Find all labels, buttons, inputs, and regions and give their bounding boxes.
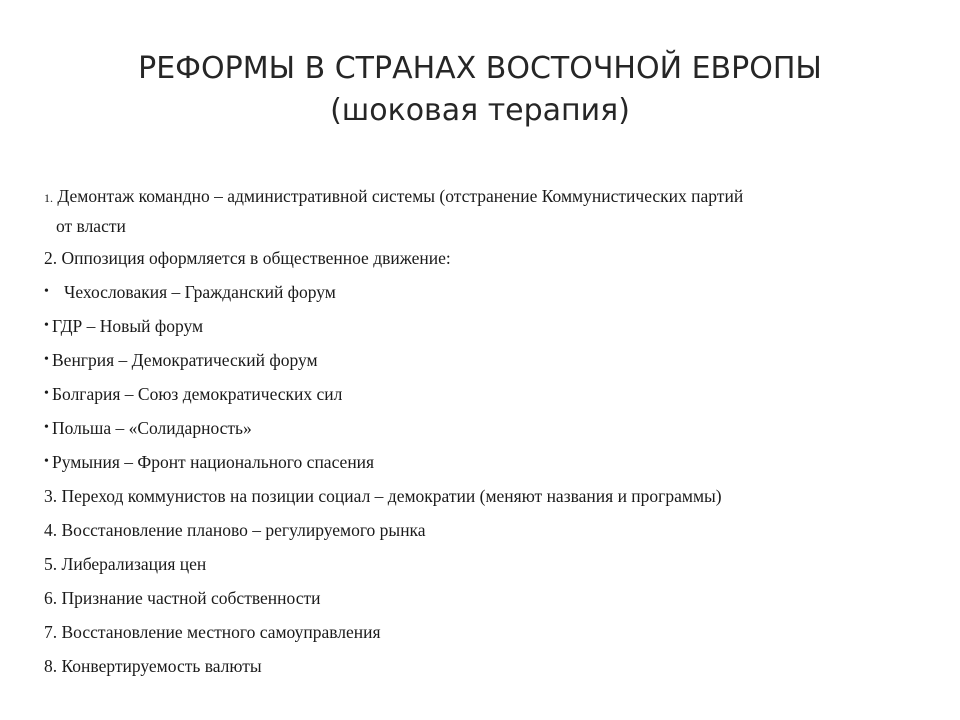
bullet-item-text: ГДР – Новый форум xyxy=(52,316,204,336)
list-item-4: 4. Восстановление планово – регулируемого рынка xyxy=(44,520,426,540)
list-item-8: 8. Конвертируемость валюты xyxy=(44,656,262,676)
list-item-5: 5. Либерализация цен xyxy=(44,554,207,574)
bullet-item-text: Болгария – Союз демократических сил xyxy=(52,384,343,404)
bullet-item-poland xyxy=(44,418,252,439)
item-1-text: Демонтаж командно – административной системы (отстранение Коммунистических партий xyxy=(57,186,744,206)
bullet-item-text: Венгрия – Демократический форум xyxy=(52,350,318,370)
bullet-item-text: Чехословакия – Гражданский форум xyxy=(64,282,336,302)
item-1-number: 1. xyxy=(44,191,53,205)
bullet-item-romania xyxy=(44,452,374,473)
bullet-item-czechoslovakia xyxy=(44,282,336,303)
title-line-2: (шоковая терапия) xyxy=(330,93,630,128)
item-1-continuation: от власти xyxy=(56,216,126,236)
bullet-item-text: Польша – «Солидарность» xyxy=(52,418,252,438)
bullet-item-text: Румыния – Фронт национального спасения xyxy=(52,452,375,472)
bullet-icon: • xyxy=(44,284,49,299)
bullet-icon: • xyxy=(44,318,49,333)
slide-title xyxy=(0,48,960,132)
list-item-7: 7. Восстановление местного самоуправления xyxy=(44,622,381,642)
bullet-item-hungary xyxy=(44,350,318,371)
list-item-6: 6. Признание частной собственности xyxy=(44,588,321,608)
bullet-icon: • xyxy=(44,352,49,367)
list-item-1 xyxy=(44,182,890,240)
bullet-item-gdr xyxy=(44,316,203,337)
bullet-icon: • xyxy=(44,420,49,435)
bullet-icon: • xyxy=(44,454,49,469)
bullet-icon: • xyxy=(44,386,49,401)
list-item-3: 3. Переход коммунистов на позиции социал – демократии (меняют названия и программы) xyxy=(44,486,722,506)
bullet-item-bulgaria xyxy=(44,384,342,405)
title-line-1: РЕФОРМЫ В СТРАНАХ ВОСТОЧНОЙ ЕВРОПЫ xyxy=(138,51,822,86)
list-item-2: 2. Оппозиция оформляется в общественное движение: xyxy=(44,248,451,268)
